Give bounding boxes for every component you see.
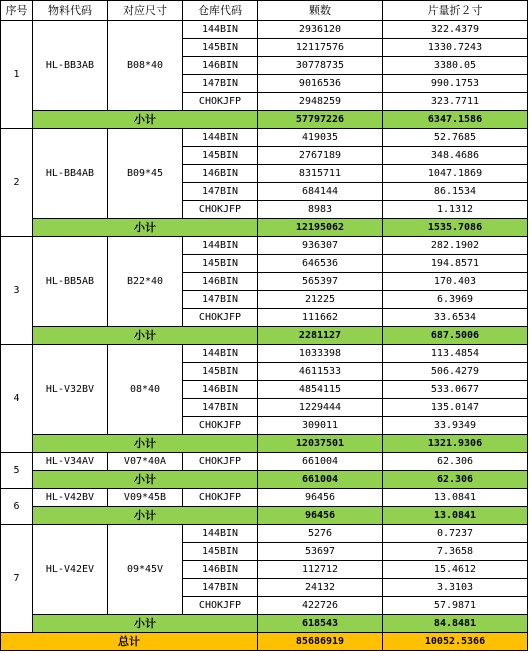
quantity-cell[interactable]: 684144 xyxy=(258,183,383,201)
pieces-cell[interactable]: 322.4379 xyxy=(383,21,528,39)
pieces-cell[interactable]: 1047.1869 xyxy=(383,165,528,183)
pieces-cell[interactable]: 7.3658 xyxy=(383,543,528,561)
subtotal-quantity-cell[interactable]: 2281127 xyxy=(258,327,383,345)
pieces-cell[interactable]: 323.7711 xyxy=(383,93,528,111)
warehouse-code-cell[interactable]: 145BIN xyxy=(183,39,258,57)
table-row xyxy=(1,453,528,471)
size-cell[interactable]: B08*40 xyxy=(108,21,183,111)
pieces-cell[interactable]: 33.9349 xyxy=(383,417,528,435)
quantity-cell[interactable]: 419035 xyxy=(258,129,383,147)
quantity-cell[interactable]: 309011 xyxy=(258,417,383,435)
subtotal-quantity-cell[interactable]: 618543 xyxy=(258,615,383,633)
warehouse-code-cell[interactable]: 145BIN xyxy=(183,255,258,273)
pieces-cell[interactable]: 62.306 xyxy=(383,453,528,471)
pieces-cell[interactable]: 282.1902 xyxy=(383,237,528,255)
quantity-cell[interactable]: 9016536 xyxy=(258,75,383,93)
warehouse-code-cell[interactable]: 145BIN xyxy=(183,147,258,165)
subtotal-quantity-cell[interactable]: 57797226 xyxy=(258,111,383,129)
subtotal-row xyxy=(1,111,528,129)
group-number-cell[interactable]: 4 xyxy=(1,345,33,453)
warehouse-code-cell[interactable]: CHOKJFP xyxy=(183,417,258,435)
subtotal-label-cell[interactable]: 小计 xyxy=(33,471,258,489)
quantity-cell[interactable]: 422726 xyxy=(258,597,383,615)
quantity-cell[interactable]: 30778735 xyxy=(258,57,383,75)
pieces-cell[interactable]: 533.0677 xyxy=(383,381,528,399)
pieces-cell[interactable]: 57.9871 xyxy=(383,597,528,615)
subtotal-pieces-cell[interactable]: 687.5006 xyxy=(383,327,528,345)
pieces-cell[interactable]: 15.4612 xyxy=(383,561,528,579)
warehouse-code-cell[interactable]: CHOKJFP xyxy=(183,453,258,471)
table-row xyxy=(1,345,528,363)
warehouse-code-cell[interactable]: CHOKJFP xyxy=(183,93,258,111)
pieces-cell[interactable]: 3380.05 xyxy=(383,57,528,75)
quantity-cell[interactable]: 4854115 xyxy=(258,381,383,399)
warehouse-code-cell[interactable]: CHOKJFP xyxy=(183,597,258,615)
pieces-cell[interactable]: 86.1534 xyxy=(383,183,528,201)
group-number-cell[interactable]: 5 xyxy=(1,453,33,489)
warehouse-code-cell[interactable]: 147BIN xyxy=(183,399,258,417)
subtotal-pieces-cell[interactable]: 84.8481 xyxy=(383,615,528,633)
group-number-cell[interactable]: 1 xyxy=(1,21,33,129)
quantity-cell[interactable]: 21225 xyxy=(258,291,383,309)
subtotal-quantity-cell[interactable]: 96456 xyxy=(258,507,383,525)
size-cell[interactable]: 09*45V xyxy=(108,525,183,615)
pieces-cell[interactable]: 113.4854 xyxy=(383,345,528,363)
quantity-cell[interactable]: 4611533 xyxy=(258,363,383,381)
warehouse-code-cell[interactable]: 147BIN xyxy=(183,183,258,201)
quantity-cell[interactable]: 53697 xyxy=(258,543,383,561)
warehouse-code-cell[interactable]: 144BIN xyxy=(183,21,258,39)
subtotal-label-cell[interactable]: 小计 xyxy=(33,111,258,129)
warehouse-code-cell[interactable]: CHOKJFP xyxy=(183,489,258,507)
pieces-cell[interactable]: 348.4686 xyxy=(383,147,528,165)
pieces-cell[interactable]: 506.4279 xyxy=(383,363,528,381)
subtotal-label-cell[interactable]: 小计 xyxy=(33,327,258,345)
warehouse-code-cell[interactable]: 146BIN xyxy=(183,381,258,399)
header-pieces[interactable]: 片量折２寸 xyxy=(383,1,528,21)
quantity-cell[interactable]: 565397 xyxy=(258,273,383,291)
material-code-cell[interactable]: HL-V32BV xyxy=(33,345,108,435)
subtotal-row xyxy=(1,615,528,633)
subtotal-label-cell[interactable]: 小计 xyxy=(33,615,258,633)
size-cell[interactable]: B09*45 xyxy=(108,129,183,219)
subtotal-quantity-cell[interactable]: 661004 xyxy=(258,471,383,489)
subtotal-quantity-cell[interactable]: 12037501 xyxy=(258,435,383,453)
quantity-cell[interactable]: 2948259 xyxy=(258,93,383,111)
subtotal-label-cell[interactable]: 小计 xyxy=(33,507,258,525)
quantity-cell[interactable]: 111662 xyxy=(258,309,383,327)
header-no[interactable]: 序号 xyxy=(1,1,33,21)
pieces-cell[interactable]: 6.3969 xyxy=(383,291,528,309)
warehouse-code-cell[interactable]: 145BIN xyxy=(183,543,258,561)
header-row xyxy=(1,1,528,21)
group-number-cell[interactable]: 2 xyxy=(1,129,33,237)
warehouse-code-cell[interactable]: 144BIN xyxy=(183,345,258,363)
quantity-cell[interactable]: 2936120 xyxy=(258,21,383,39)
table-row xyxy=(1,489,528,507)
total-row xyxy=(1,633,528,651)
header-warehouse-code[interactable]: 仓库代码 xyxy=(183,1,258,21)
quantity-cell[interactable]: 12117576 xyxy=(258,39,383,57)
subtotal-pieces-cell[interactable]: 1535.7086 xyxy=(383,219,528,237)
group-number-cell[interactable]: 6 xyxy=(1,489,33,525)
material-code-cell[interactable]: HL-BB5AB xyxy=(33,237,108,327)
warehouse-code-cell[interactable]: 145BIN xyxy=(183,363,258,381)
subtotal-row xyxy=(1,507,528,525)
subtotal-pieces-cell[interactable]: 62.306 xyxy=(383,471,528,489)
header-quantity[interactable]: 颗数 xyxy=(258,1,383,21)
warehouse-code-cell[interactable]: 146BIN xyxy=(183,57,258,75)
subtotal-pieces-cell[interactable]: 1321.9306 xyxy=(383,435,528,453)
warehouse-code-cell[interactable]: 146BIN xyxy=(183,561,258,579)
pieces-cell[interactable]: 0.7237 xyxy=(383,525,528,543)
pieces-cell[interactable]: 1.1312 xyxy=(383,201,528,219)
pieces-cell[interactable]: 194.8571 xyxy=(383,255,528,273)
header-material-code[interactable]: 物料代码 xyxy=(33,1,108,21)
subtotal-label-cell[interactable]: 小计 xyxy=(33,435,258,453)
pieces-cell[interactable]: 52.7685 xyxy=(383,129,528,147)
quantity-cell[interactable]: 661004 xyxy=(258,453,383,471)
subtotal-row xyxy=(1,327,528,345)
material-code-cell[interactable]: HL-V34AV xyxy=(33,453,108,471)
material-code-cell[interactable]: HL-V42EV xyxy=(33,525,108,615)
quantity-cell[interactable]: 1033398 xyxy=(258,345,383,363)
quantity-cell[interactable]: 8315711 xyxy=(258,165,383,183)
size-cell[interactable]: V07*40A xyxy=(108,453,183,471)
material-code-cell[interactable]: HL-BB3AB xyxy=(33,21,108,111)
quantity-cell[interactable]: 8983 xyxy=(258,201,383,219)
subtotal-quantity-cell[interactable]: 12195062 xyxy=(258,219,383,237)
quantity-cell[interactable]: 5276 xyxy=(258,525,383,543)
total-pieces-cell[interactable]: 10052.5366 xyxy=(383,633,528,651)
total-quantity-cell[interactable]: 85686919 xyxy=(258,633,383,651)
table-body xyxy=(1,1,528,651)
subtotal-row xyxy=(1,435,528,453)
size-cell[interactable]: B22*40 xyxy=(108,237,183,327)
material-code-cell[interactable]: HL-V42BV xyxy=(33,489,108,507)
pieces-cell[interactable]: 135.0147 xyxy=(383,399,528,417)
group-number-cell[interactable]: 7 xyxy=(1,525,33,633)
quantity-cell[interactable]: 1229444 xyxy=(258,399,383,417)
header-size[interactable]: 对应尺寸 xyxy=(108,1,183,21)
warehouse-code-cell[interactable]: 147BIN xyxy=(183,579,258,597)
quantity-cell[interactable]: 2767189 xyxy=(258,147,383,165)
table-row xyxy=(1,129,528,147)
size-cell[interactable]: V09*45B xyxy=(108,489,183,507)
table-row xyxy=(1,21,528,39)
pieces-cell[interactable]: 170.403 xyxy=(383,273,528,291)
subtotal-label-cell[interactable]: 小计 xyxy=(33,219,258,237)
warehouse-code-cell[interactable]: 146BIN xyxy=(183,273,258,291)
warehouse-code-cell[interactable]: 144BIN xyxy=(183,525,258,543)
size-cell[interactable]: 08*40 xyxy=(108,345,183,435)
material-code-cell[interactable]: HL-BB4AB xyxy=(33,129,108,219)
warehouse-code-cell[interactable]: CHOKJFP xyxy=(183,201,258,219)
subtotal-pieces-cell[interactable]: 13.0841 xyxy=(383,507,528,525)
pieces-cell[interactable]: 1330.7243 xyxy=(383,39,528,57)
warehouse-code-cell[interactable]: 147BIN xyxy=(183,75,258,93)
warehouse-code-cell[interactable]: 144BIN xyxy=(183,237,258,255)
quantity-cell[interactable]: 936307 xyxy=(258,237,383,255)
subtotal-row xyxy=(1,219,528,237)
table-row xyxy=(1,525,528,543)
warehouse-code-cell[interactable]: 144BIN xyxy=(183,129,258,147)
quantity-cell[interactable]: 96456 xyxy=(258,489,383,507)
warehouse-code-cell[interactable]: 147BIN xyxy=(183,291,258,309)
subtotal-pieces-cell[interactable]: 6347.1586 xyxy=(383,111,528,129)
pieces-cell[interactable]: 990.1753 xyxy=(383,75,528,93)
warehouse-code-cell[interactable]: CHOKJFP xyxy=(183,309,258,327)
pieces-cell[interactable]: 33.6534 xyxy=(383,309,528,327)
pieces-cell[interactable]: 13.0841 xyxy=(383,489,528,507)
quantity-cell[interactable]: 646536 xyxy=(258,255,383,273)
subtotal-row xyxy=(1,471,528,489)
warehouse-code-cell[interactable]: 146BIN xyxy=(183,165,258,183)
quantity-cell[interactable]: 112712 xyxy=(258,561,383,579)
quantity-cell[interactable]: 24132 xyxy=(258,579,383,597)
total-label-cell[interactable]: 总计 xyxy=(1,633,258,651)
group-number-cell[interactable]: 3 xyxy=(1,237,33,345)
pieces-cell[interactable]: 3.3103 xyxy=(383,579,528,597)
table-row xyxy=(1,237,528,255)
